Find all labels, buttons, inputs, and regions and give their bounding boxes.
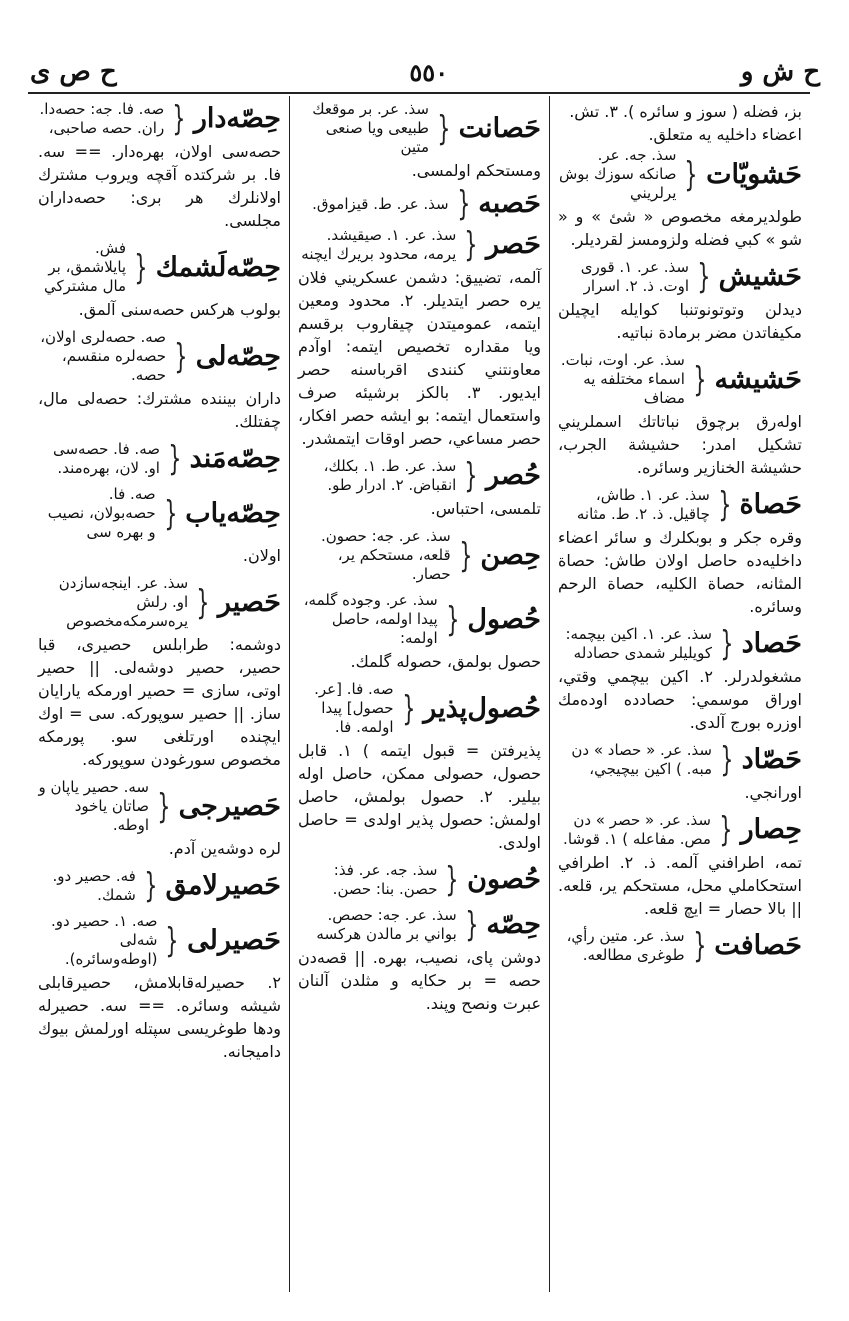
entry-grammar: صه. فا. جه: حصه‌دا. ران. حصه صاحبى،: [39, 100, 165, 137]
entry-grammar: سذ. عر. اوت، نبات. اسماء مختلفه يه مضاف: [560, 351, 685, 407]
entry-definition: دوشن پاى، نصيب، بهره. || قصه‌دن حصه = بر حكايه و مثلدن آلنان عبرت ونصح وپند.: [298, 948, 541, 1013]
entry-headword: حَصر: [485, 229, 541, 260]
entry-definition: مشغولدرلر. ٢. اكين بيچمي وقتي، اوراق موسمي: حصادده اوده‌مك اوزره بورج آلدى.: [558, 667, 803, 732]
entry-definition: حصول بولمق، حصوله گلمك.: [350, 652, 541, 671]
entry-grammar: فش. پايلاشمق، بر مال مشتركي: [43, 239, 127, 295]
entry-head: [38, 867, 281, 905]
entry-brace: {: [134, 247, 148, 288]
entry-grammar: سذ. عر. ١. صيقيشد. يرمه، محدود بريرك ايچنه: [301, 226, 457, 263]
entry-brace: {: [165, 920, 179, 961]
header-rule: [28, 92, 810, 94]
column-middle: [290, 96, 550, 1292]
entry-headword: حَشيش: [718, 261, 802, 292]
entry-head: [558, 741, 802, 779]
dictionary-entry: [558, 811, 802, 920]
entry-brace: {: [684, 154, 698, 195]
column-left: [30, 96, 290, 1292]
entry-grammar: صه. فا. حصه‌بولان، نصيب و بهره سى: [47, 485, 156, 541]
dictionary-entry: [38, 912, 281, 1063]
entry-grammar: سذ. عر. ط. ١. بكلك، انقباض. ٢. ادرار طو.: [323, 457, 457, 494]
entry-brace: {: [445, 860, 459, 900]
entry-definition: لره دوشه‌ين آدم.: [168, 839, 281, 858]
entry-brace: {: [697, 257, 711, 297]
entry-head: [298, 680, 541, 737]
entry-grammar: صه. فا. [عر. حصول] پيدا اولمه. فا.: [314, 680, 394, 736]
entry-head: [38, 239, 281, 296]
entry-head: [558, 625, 802, 663]
dictionary-entry: [38, 867, 281, 905]
entry-headword: حِصّه‌لَشمك: [155, 251, 281, 283]
entry-grammar: سذ. عر. ١. طاش، چاقيل. ذ. ٢. ط. مثانه: [576, 486, 710, 523]
entry-headword: حِصّه‌ياب: [185, 497, 281, 529]
entry-headword: حِصّه‌لى: [195, 340, 281, 372]
dictionary-entry: [38, 440, 281, 478]
dictionary-entry: [38, 100, 281, 232]
entry-definition: ديدلن وتوتونوتنبا كوايله ايچيلن مكيفاتدن مضر برمادة نباتيه.: [558, 300, 802, 342]
entry-head: [558, 146, 802, 203]
entry-headword: حِصّه‌مَند: [189, 443, 281, 474]
dictionary-entry: [558, 625, 802, 734]
entry-grammar: سذ. عر. وجوده گلمه، پيدا اولمه، حاصل اولمه:: [303, 591, 438, 647]
entry-definition: اوله‌رق برچوق نباتاتك اسملريني تشكيل امدر: حشيشة الجرب، حشيشة الخنازير وسائره.: [558, 412, 802, 477]
entry-head: [38, 574, 281, 631]
entry-headword: حَصاة: [739, 489, 802, 520]
entry-head: [558, 927, 802, 965]
entry-head: [298, 457, 541, 495]
entry-grammar: سذ. عر. ط. قيزاموق.: [312, 194, 449, 213]
entry-headword: حُصون: [467, 864, 541, 895]
entry-definition: بولوب هركس حصه‌سنى آلمق.: [78, 300, 281, 319]
entry-brace: {: [437, 108, 451, 149]
dictionary-entry: [558, 741, 802, 804]
entry-brace: {: [196, 582, 210, 623]
entry-head: [298, 226, 541, 264]
entry-brace: {: [464, 225, 478, 265]
entry-headword: حَصيرلامق: [165, 870, 281, 901]
entry-head: [298, 906, 541, 944]
entry-brace: {: [459, 535, 472, 576]
entry-brace: {: [144, 866, 158, 906]
entry-definition: دوشمه: طرابلس حصيرى، قبا حصير، حصير دوشه‌لى. || حصير اوتى، سازى = حصير اورمكه يارايان ساز. || حصير سوپوركه. سى = اوك ايچنده اورتلغى سو. پورمكه مخصوص سورغودن سوپوركه.: [38, 635, 281, 769]
entry-headword: حِصن: [480, 539, 541, 571]
entry-grammar: سذ. جه. عر. صانكه سوزك بوش يرلريني: [558, 146, 677, 202]
entry-grammar: سذ. عر. اينجه‌سازدن او. رلش يره‌سرمكه‌مخصوص: [58, 574, 189, 630]
entry-headword: حَصافت: [714, 930, 802, 961]
entry-definition: پذيرفتن = قبول ايتمه ) ١. قابل حصول، حصولى ممكن، حاصل اوله بيلير. ٢. حصول بولمش، حاصل اولمش: حصول پذير اولدى = حاصل اولدى.: [298, 741, 541, 852]
entry-grammar: سذ. عر. جه: حصص. بواني بر مالدن هركسه: [316, 906, 457, 943]
entry-head: [38, 328, 281, 385]
entry-headword: حِصّه: [486, 909, 541, 940]
entry-grammar: صه. ١. حصير دو. شه‌لى (اوطه‌وسائره).: [50, 912, 158, 968]
column-lead-text: بز، فضله ( سوز و سائره ). ٣. تش. اعضاء داخليه يه متعلق.: [569, 102, 802, 144]
entry-headword: حِصار: [740, 814, 802, 845]
entry-headword: حَشيشه: [714, 363, 802, 395]
entry-headword: حَصانت: [458, 112, 541, 144]
entry-definition: اولان.: [242, 546, 281, 565]
entry-definition: اورانجي.: [744, 783, 802, 802]
entry-headword: حَصاد: [741, 628, 802, 659]
entry-definition: آلمه، تضييق: دشمن عسكريني فلان يره حصر ايتديلر. ٢. محدود ومعين ايتمه، عموميتدن چيقاروب برقسم ويا مقداره تخصيص ايتمه: اوآدم معاونتني كنندى اقرباسنه حصر ايديور. ٣. بالكز برشيئه صرف واستعمال ايتمه: بو ايشه حصر افكار، حصر مساعي، حصر اوقات ايتمشدر.: [298, 268, 541, 448]
entry-definition: داران بيننده مشترك: حصه‌لى مال، چفتلك.: [38, 389, 281, 431]
entry-brace: {: [693, 359, 707, 400]
entry-definition: تلمسى، احتباس.: [430, 499, 541, 518]
entry-headword: حَصبه: [478, 188, 541, 219]
entry-grammar: سذ. عر. بر موقعك طبيعى ويا صنعى متين: [312, 100, 429, 156]
entry-brace: {: [157, 786, 171, 827]
entry-head: [558, 811, 802, 849]
entry-grammar: سذ. عر. ١. اكين بيچمه: كويليلر شمدى حصادله: [565, 625, 712, 662]
entry-brace: {: [464, 456, 478, 496]
dictionary-entry: [298, 906, 541, 1015]
entry-brace: {: [168, 439, 182, 479]
dictionary-entry: [558, 486, 802, 618]
entry-brace: {: [163, 493, 177, 534]
entry-grammar: فه. حصير دو. شمك.: [52, 867, 136, 904]
header-left-letters: ح ص ى: [30, 57, 117, 87]
entry-definition: وقره جكر و بوبكلرك و سائر اعضاء داخليه‌ده حاصل اولان طاش: حصاة المثانه، حصاة الكليه، حصاة الرحم وسائره.: [558, 528, 802, 616]
entry-brace: {: [718, 485, 732, 525]
dictionary-entry: [558, 258, 802, 344]
entry-head: [38, 485, 281, 542]
entry-headword: حَصير: [217, 586, 281, 618]
entry-brace: {: [719, 810, 733, 850]
column-right: [550, 96, 810, 1292]
entry-brace: {: [720, 624, 734, 664]
entry-headword: حَصّاد: [741, 744, 802, 775]
dictionary-entry: [298, 226, 541, 450]
entry-head: [38, 778, 281, 835]
dictionary-entry: [298, 527, 541, 584]
dictionary-entry: [558, 146, 802, 251]
entry-headword: حِصّه‌دار: [193, 103, 281, 134]
dictionary-entry: [298, 680, 541, 854]
entry-definition: ومستحكم اولمسى.: [411, 161, 541, 180]
entry-grammar: سذ. عر. « حصر » دن مص. مفاعله ) ١. قوشا.: [563, 811, 711, 848]
entry-grammar: صه. فا. حصه‌سى او. لان، بهره‌مند.: [52, 440, 160, 477]
entry-definition: ٢. حصيرله‌قابلامش، حصيرقابلى شيشه وسائره. == سه. حصيرله ودها طوغريسى سپتله اورلمش بيوك داميجانه.: [38, 973, 281, 1061]
dictionary-entry: [298, 591, 541, 673]
dictionary-entry: [38, 574, 281, 771]
dictionary-entry: [558, 351, 802, 479]
entry-grammar: سذ. عر. ١. قورى اوت. ذ. ٢. اسرار: [580, 258, 689, 295]
dictionary-entry: [298, 184, 541, 224]
entry-head: [298, 184, 541, 224]
entry-brace: {: [174, 336, 188, 377]
page-header: [30, 52, 820, 92]
entry-brace: {: [456, 184, 470, 224]
entry-head: [38, 912, 281, 969]
entry-head: [298, 100, 541, 157]
entry-brace: {: [720, 740, 734, 780]
entry-definition: تمه، اطرافني آلمه. ذ. ٢. اطرافي استحكاملي محل، مستحكم ير، قلعه. || بالا حصار = ايچ قلعه.: [558, 853, 803, 918]
entry-head: [38, 100, 281, 138]
dictionary-entry: [38, 239, 281, 321]
entry-head: [558, 258, 802, 296]
entry-brace: {: [401, 688, 415, 729]
entry-headword: حُصر: [485, 460, 541, 491]
entry-headword: حَصيرجى: [178, 790, 281, 822]
dictionary-entry: [38, 778, 281, 860]
dictionary-entry: [558, 927, 802, 965]
entry-headword: حَشويّات: [706, 158, 802, 190]
dictionary-entry: [298, 457, 541, 520]
dictionary-entry: [298, 861, 541, 899]
entry-brace: {: [692, 926, 706, 966]
entry-head: [38, 440, 281, 478]
entry-brace: {: [465, 905, 479, 945]
dictionary-entry: [298, 100, 541, 182]
entry-grammar: سذ. عر. « حصاد » دن مبه. ) اكين بيچيجي،: [571, 741, 712, 778]
entry-brace: {: [172, 99, 186, 139]
entry-headword: حُصول: [467, 603, 541, 635]
dictionary-entry: [38, 485, 281, 567]
entry-head: [558, 486, 802, 524]
entry-grammar: سذ. جه. عر. فذ: حصن. بنا: حصن.: [332, 861, 438, 898]
header-right-letters: ح ش و: [740, 57, 820, 87]
entry-grammar: سه. حصير ياپان و صاتان ياخود اوطه.: [38, 778, 149, 834]
entry-definition: حصه‌سى اولان، بهره‌دار. == سه. فا. بر شركتده آقچه ويروب مشترك اولانلرك هر برى: حصه‌داران مجلسى.: [38, 142, 281, 230]
entry-grammar: سذ. عر. متين رأي، طوغرى مطالعه.: [566, 927, 685, 964]
entry-grammar: صه. حصه‌لرى اولان، حصه‌لره منقسم، حصه.: [40, 328, 167, 384]
dictionary-columns: [28, 96, 810, 1292]
entry-head: [298, 591, 541, 648]
entry-definition: طولديرمغه مخصوص « شئ » و « شو » كبي فضله ولزومسز لقرديلر.: [558, 207, 802, 249]
entry-brace: {: [446, 599, 459, 640]
page-number: ٥٥٠: [409, 57, 449, 87]
entry-headword: حَصيرلى: [187, 924, 281, 956]
entry-head: [298, 527, 541, 584]
dictionary-entry: [38, 328, 281, 433]
entry-head: [558, 351, 802, 408]
entry-head: [298, 861, 541, 899]
entry-grammar: سذ. عر. جه: حصون. قلعه، مستحكم ير، حصار.: [320, 527, 451, 583]
entry-headword: حُصول‌پذير: [423, 692, 541, 724]
